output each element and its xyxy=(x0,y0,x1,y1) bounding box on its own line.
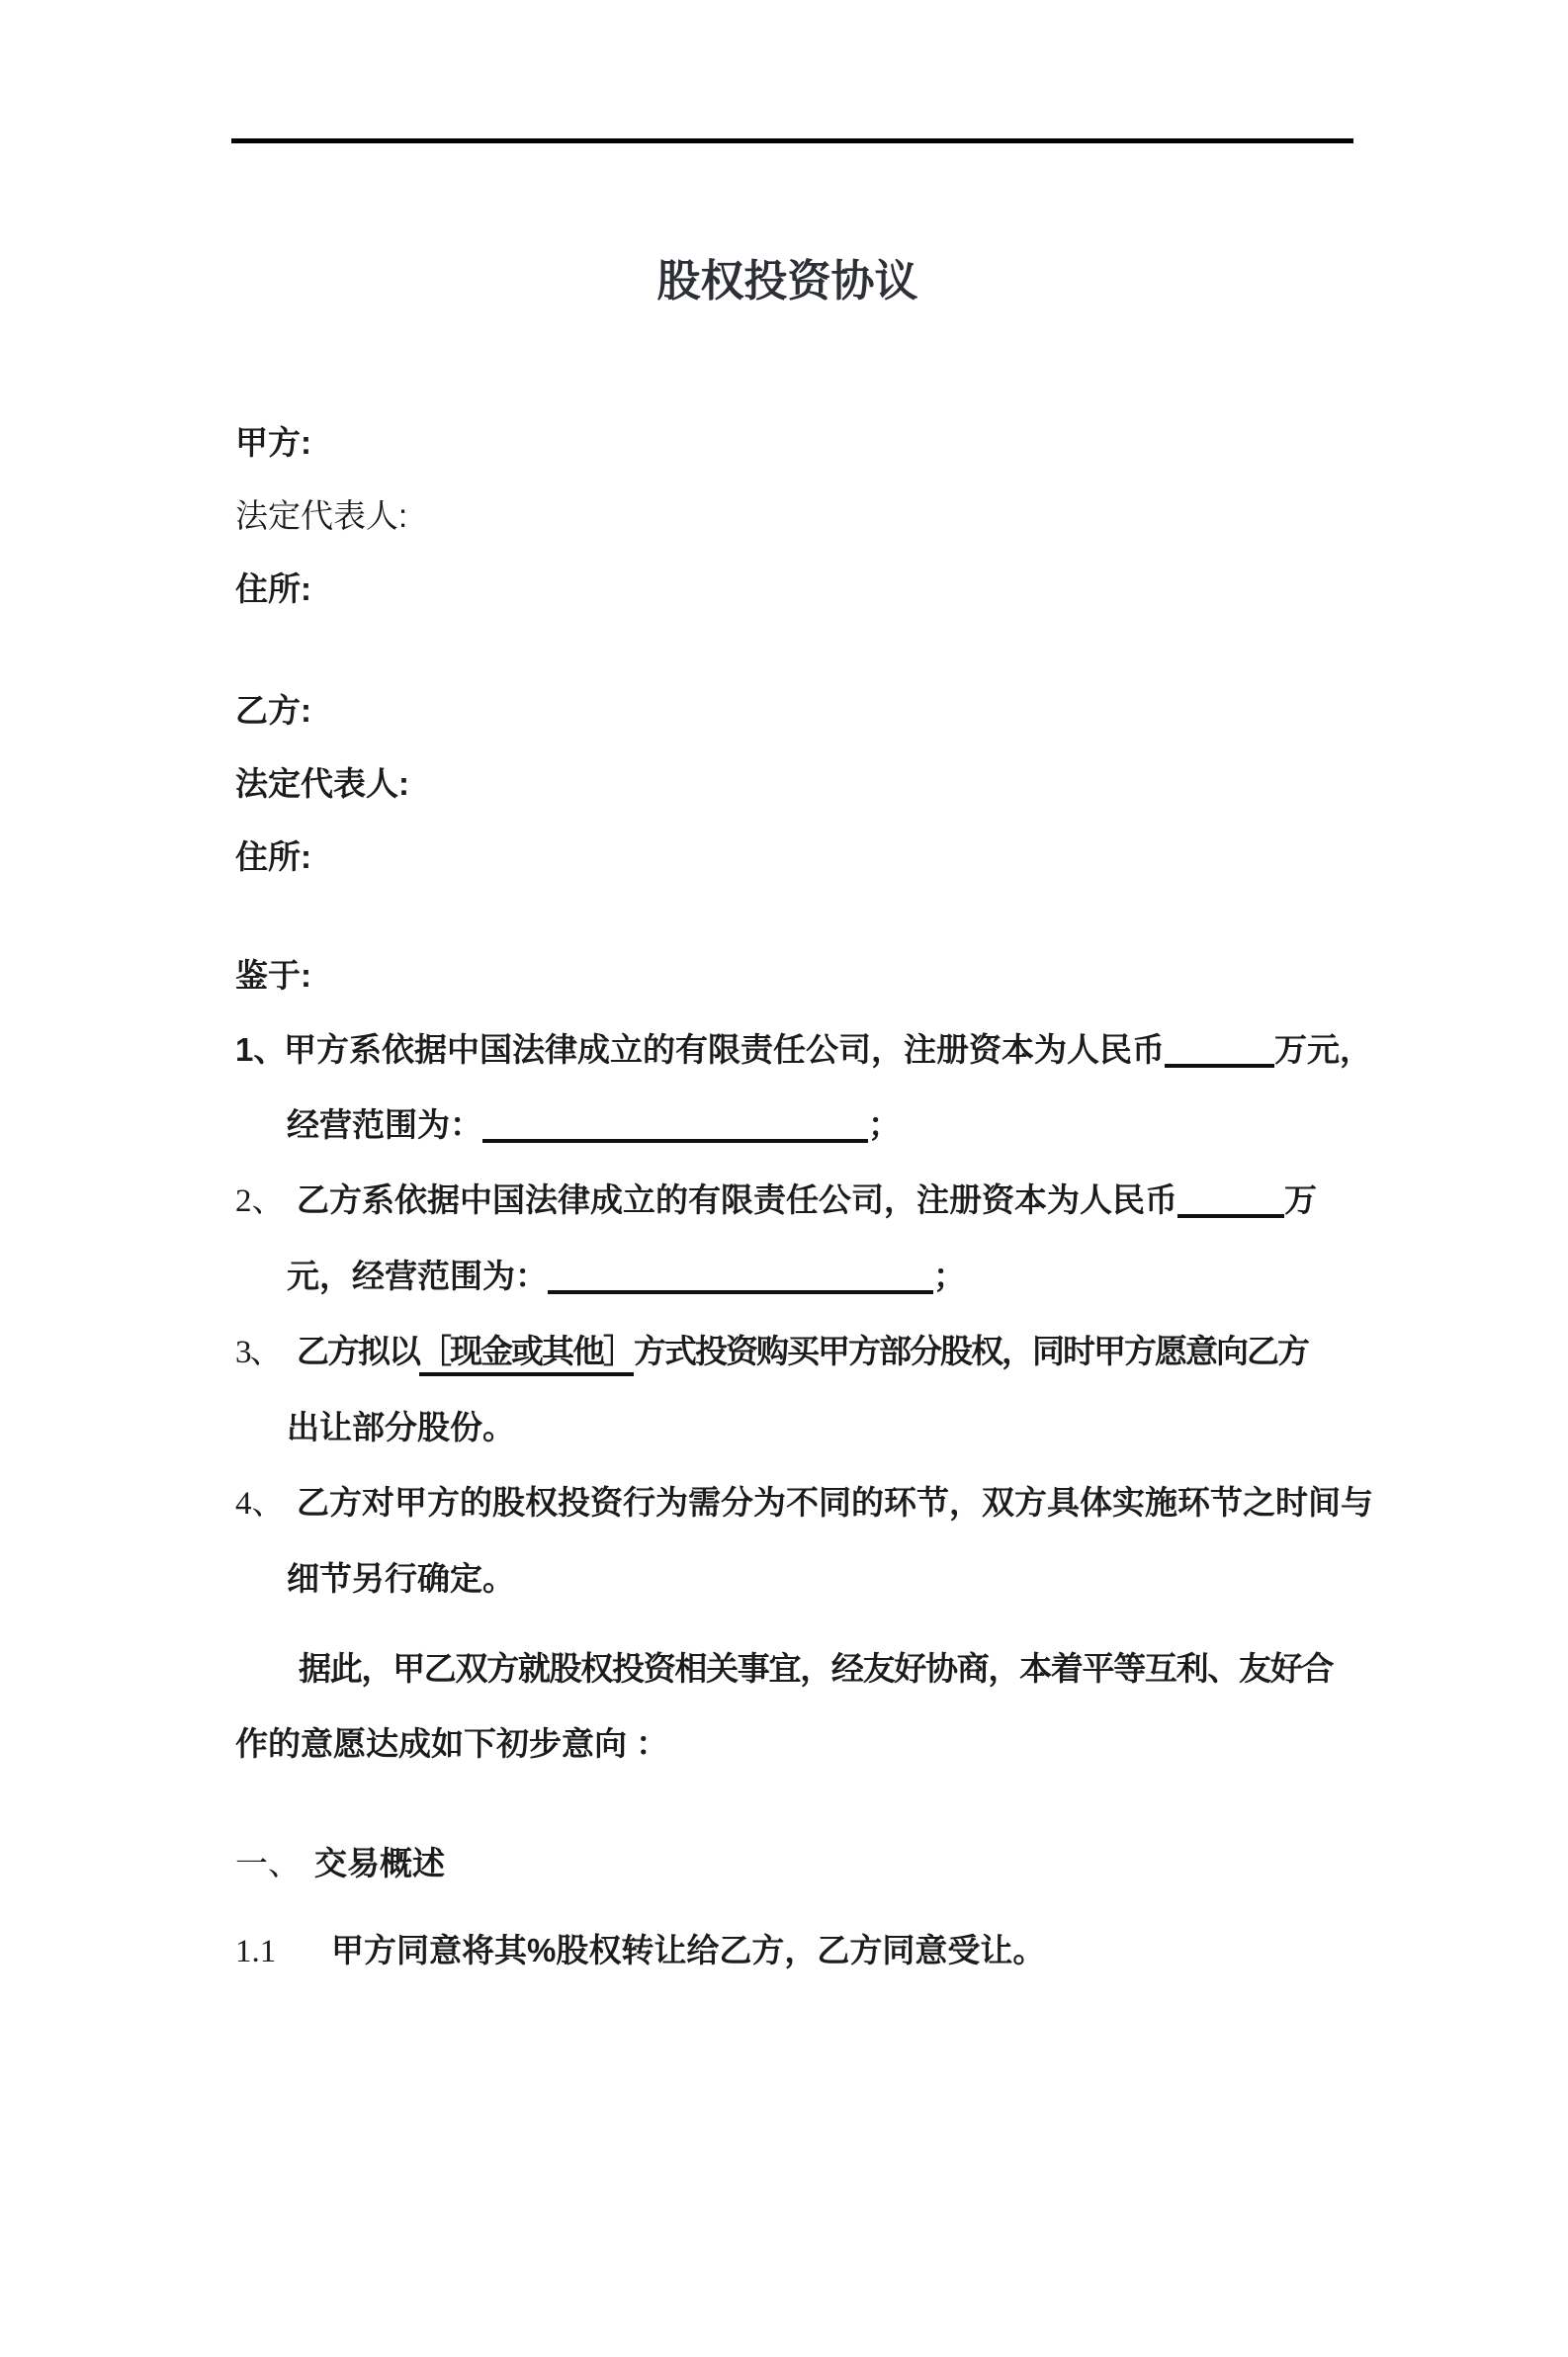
document-page xyxy=(0,138,1568,1989)
section-1-number: 一、 xyxy=(235,1847,301,1882)
party-a-block xyxy=(235,406,1340,626)
party-b-name-label: 乙方: xyxy=(235,692,311,729)
party-b-block xyxy=(235,674,1340,894)
item-2-line-2 xyxy=(235,1239,1340,1314)
item-3-line-2 xyxy=(235,1390,1340,1465)
item-2-number: 2、 xyxy=(235,1183,285,1219)
item-4-number: 4、 xyxy=(235,1486,285,1522)
whereas-items xyxy=(235,1012,1373,1616)
item-3-number: 3、 xyxy=(235,1335,281,1370)
item-1-semicolon: ； xyxy=(868,1106,901,1143)
closing-line-2: 作的意愿达成如下初步意向 ： xyxy=(235,1725,669,1762)
item-2-scope-label: 元，经营范围为： xyxy=(287,1258,548,1294)
clause-1-1 xyxy=(235,1913,1340,1989)
item-3-line-1 xyxy=(235,1314,1340,1390)
closing-paragraph xyxy=(235,1631,1340,1782)
whereas-label: 鉴于: xyxy=(235,957,311,994)
party-b-rep-label: 法定代表人: xyxy=(235,765,409,802)
item-2-line-1 xyxy=(235,1163,1340,1239)
closing-line-1: 据此，甲乙双方就股权投资相关事宜，经友好协商，本着平等互利、友好合 xyxy=(299,1650,1334,1687)
item-1-scope-label: 经营范围为： xyxy=(287,1106,482,1143)
item-1-line-1 xyxy=(235,1012,1372,1088)
item-1-number: 1、 xyxy=(235,1031,287,1068)
clause-1-1-number: 1.1 xyxy=(235,1934,277,1969)
blank-underline-party-a-scope xyxy=(482,1109,868,1143)
item-2-text: 乙方系依据中国法律成立的有限责任公司，注册资本为人民币 xyxy=(297,1181,1177,1218)
party-a-name-label: 甲方: xyxy=(235,424,311,461)
blank-underline-party-a-capital xyxy=(1165,1034,1274,1068)
blank-underline-party-b-scope xyxy=(548,1261,933,1294)
item-4-line-2 xyxy=(235,1541,1340,1616)
item-3-text-end: 方式投资购买甲方部分股权，同时甲方愿意向乙方 xyxy=(634,1333,1308,1369)
header-rule xyxy=(231,138,1353,143)
item-1-text-end: 万元， xyxy=(1274,1031,1372,1068)
item-4-line-1 xyxy=(235,1465,1373,1541)
clause-1-1-text: 甲方同意将其%股权转让给乙方，乙方同意受让。 xyxy=(331,1932,1046,1968)
item-2-semicolon: ； xyxy=(933,1258,966,1294)
party-a-rep-label: 法定代表人: xyxy=(235,497,408,534)
item-3-underlined-option: ［现金或其他］ xyxy=(419,1333,634,1376)
item-1-text: 甲方系依据中国法律成立的有限责任公司，注册资本为人民币 xyxy=(284,1031,1165,1068)
section-1-title: 交易概述 xyxy=(314,1845,445,1881)
blank-underline-party-b-capital xyxy=(1177,1184,1284,1218)
item-4-continuation: 细节另行确定。 xyxy=(287,1560,515,1597)
document-title: 股权投资协议 xyxy=(656,257,918,306)
item-3-text: 乙方拟以 xyxy=(297,1333,419,1369)
item-2-text-end: 万 xyxy=(1284,1181,1317,1218)
item-4-text: 乙方对甲方的股权投资行为需分为不同的环节，双方具体实施环节之时间与 xyxy=(297,1484,1373,1521)
party-b-address-label: 住所: xyxy=(235,838,311,875)
item-3-continuation: 出让部分股份。 xyxy=(287,1409,515,1445)
section-1-heading xyxy=(235,1827,1340,1901)
item-1-line-2 xyxy=(235,1088,1340,1163)
party-a-address-label: 住所: xyxy=(235,570,311,607)
